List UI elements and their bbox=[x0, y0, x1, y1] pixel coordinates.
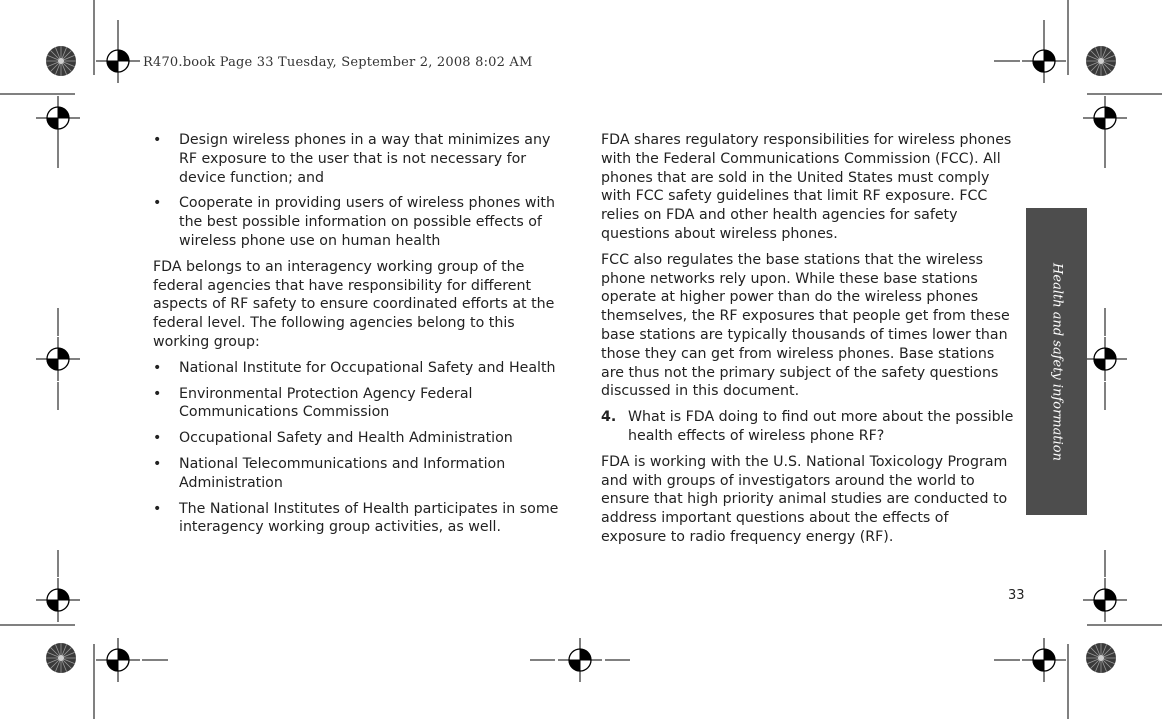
paragraph: FDA belongs to an interagency working group of the federal agencies that have responsibility for different aspects of RF safety to ensure coordinated efforts at the federal level. The following agencies belong to this working group: bbox=[153, 258, 555, 350]
registration-mark bbox=[558, 638, 602, 682]
list-item-text: Environmental Protection Agency Federal Communications Commission bbox=[179, 385, 473, 421]
list-item bbox=[153, 500, 568, 538]
page-number: 33 bbox=[1008, 588, 1025, 603]
bullet-icon: • bbox=[153, 195, 162, 212]
list-item-text: Design wireless phones in a way that minimizes any RF exposure to the user that is not necessary for device function; and bbox=[179, 132, 551, 186]
registration-mark bbox=[36, 578, 80, 622]
list-item bbox=[153, 194, 568, 250]
registration-mark bbox=[1022, 638, 1066, 682]
question-text: What is FDA doing to find out more about the possible health effects of wireless phone RF? bbox=[628, 409, 1014, 444]
bullet-icon: • bbox=[153, 430, 162, 447]
starburst-mark-bottom-left bbox=[46, 643, 76, 673]
list-item-text: Cooperate in providing users of wireless phones with the best possible information on possible effects of wireless phone use on human health bbox=[179, 195, 555, 249]
paragraph: FCC also regulates the base stations that the wireless phone networks rely upon. While these base stations operate at higher power than do the wireless phones themselves, the RF exposures that people get from these base stations are typically thousands of times lower than those they can get from wireless phones. Base stations are thus not the primary subject of the safety questions discussed in this document. bbox=[601, 251, 1010, 400]
list-item bbox=[153, 359, 568, 378]
registration-mark bbox=[96, 638, 140, 682]
list-item-text: Occupational Safety and Health Administration bbox=[179, 430, 513, 447]
question-number: 4. bbox=[601, 409, 617, 426]
list-item bbox=[153, 429, 568, 448]
list-item bbox=[153, 455, 568, 493]
registration-mark bbox=[1083, 96, 1127, 140]
section-side-tab bbox=[1026, 208, 1087, 515]
paragraph: FDA is working with the U.S. National Toxicology Program and with groups of investigators around the world to ensure that high priority animal studies are conducted to address important questions about the effects of exposure to radio frequency energy (RF). bbox=[601, 453, 1008, 545]
bullet-icon: • bbox=[153, 385, 162, 402]
question-heading bbox=[601, 408, 1014, 446]
paragraph: FDA shares regulatory responsibilities for wireless phones with the Federal Communications Commission (FCC). All phones that are sold in the United States must comply with FCC safety guidelines that limit RF exposure. FCC relies on FDA and other health agencies for safety questions about wireless phones. bbox=[601, 132, 1012, 242]
registration-mark bbox=[36, 96, 80, 140]
registration-mark bbox=[36, 337, 80, 381]
registration-mark bbox=[1022, 39, 1066, 83]
left-column bbox=[153, 131, 568, 544]
registration-mark bbox=[96, 39, 140, 83]
bullet-icon: • bbox=[153, 359, 162, 376]
list-item-text: National Institute for Occupational Safety and Health bbox=[179, 359, 556, 376]
list-item bbox=[153, 131, 568, 187]
bullet-icon: • bbox=[153, 455, 162, 472]
registration-mark bbox=[1083, 578, 1127, 622]
starburst-mark-bottom-right bbox=[1086, 643, 1116, 673]
right-column bbox=[601, 131, 1014, 554]
starburst-mark-top-left bbox=[46, 46, 76, 76]
running-header: R470.book Page 33 Tuesday, September 2, 2008 8:02 AM bbox=[143, 55, 533, 70]
list-item-text: National Telecommunications and Information Administration bbox=[179, 455, 506, 491]
list-item-text: The National Institutes of Health participates in some interagency working group activities, as well. bbox=[179, 500, 559, 536]
bullet-icon: • bbox=[153, 500, 162, 517]
starburst-mark-top-right bbox=[1086, 46, 1116, 76]
bullet-icon: • bbox=[153, 132, 162, 148]
list-item bbox=[153, 385, 568, 423]
registration-mark bbox=[1083, 337, 1127, 381]
section-side-tab-label: Health and safety information bbox=[1049, 262, 1064, 461]
